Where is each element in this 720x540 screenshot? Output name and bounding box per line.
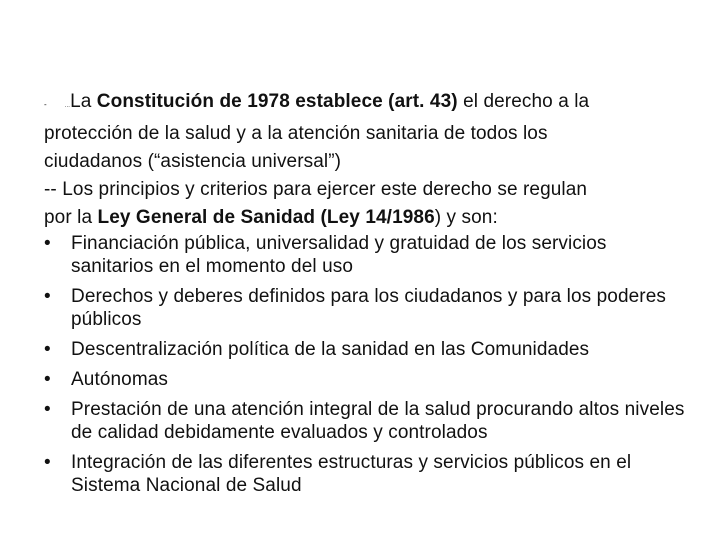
list-item (44, 451, 694, 497)
list-item-text: Autónomas (71, 369, 169, 390)
paragraph-1-line-1 (44, 88, 694, 120)
bullet-icon: • (44, 286, 51, 307)
list-item-text: Financiación pública, universalidad y gratuidad de los servicios sanitarios en el momento del uso (71, 233, 607, 277)
lead-small-marker: ... (64, 103, 71, 109)
slide-body (44, 88, 694, 504)
paragraph-1-la: La (70, 91, 97, 112)
principles-list (44, 232, 694, 497)
bullet-icon: • (44, 339, 51, 360)
list-item (44, 398, 694, 444)
list-item (44, 338, 694, 361)
bullet-icon: • (44, 369, 51, 390)
bullet-icon: • (44, 399, 51, 420)
bullet-icon: • (44, 452, 51, 473)
lead-dash: - (44, 100, 47, 109)
paragraph-2-prefix: por la (44, 207, 98, 228)
list-item-text: Derechos y deberes definidos para los ciudadanos y para los poderes públicos (71, 286, 667, 330)
list-item (44, 232, 694, 278)
list-item (44, 285, 694, 331)
paragraph-1-rest: el derecho a la (457, 91, 590, 112)
paragraph-1-line-2: protección de la salud y a la atención sanitaria de todos los (44, 123, 548, 144)
paragraph-2-line-2 (44, 204, 694, 232)
list-item (44, 368, 694, 391)
bullet-icon: • (44, 233, 51, 254)
constitution-reference: Constitución de 1978 establece (art. 43) (96, 91, 458, 112)
list-item-text: Prestación de una atención integral de la salud procurando altos niveles de calidad debidamente evaluados y controlados (71, 399, 685, 443)
paragraph-2-suffix: ) y son: (434, 207, 498, 228)
list-item-text: Descentralización política de la sanidad en las Comunidades (71, 339, 590, 360)
paragraph-1-line-3: ciudadanos (“asistencia universal”) (44, 151, 342, 172)
list-item-text: Integración de las diferentes estructuras y servicios públicos en el Sistema Nacional de Salud (71, 452, 632, 496)
law-reference: Ley General de Sanidad (Ley 14/1986 (97, 207, 435, 228)
paragraph-2-line-1: -- Los principios y criterios para ejercer este derecho se regulan (44, 179, 588, 200)
